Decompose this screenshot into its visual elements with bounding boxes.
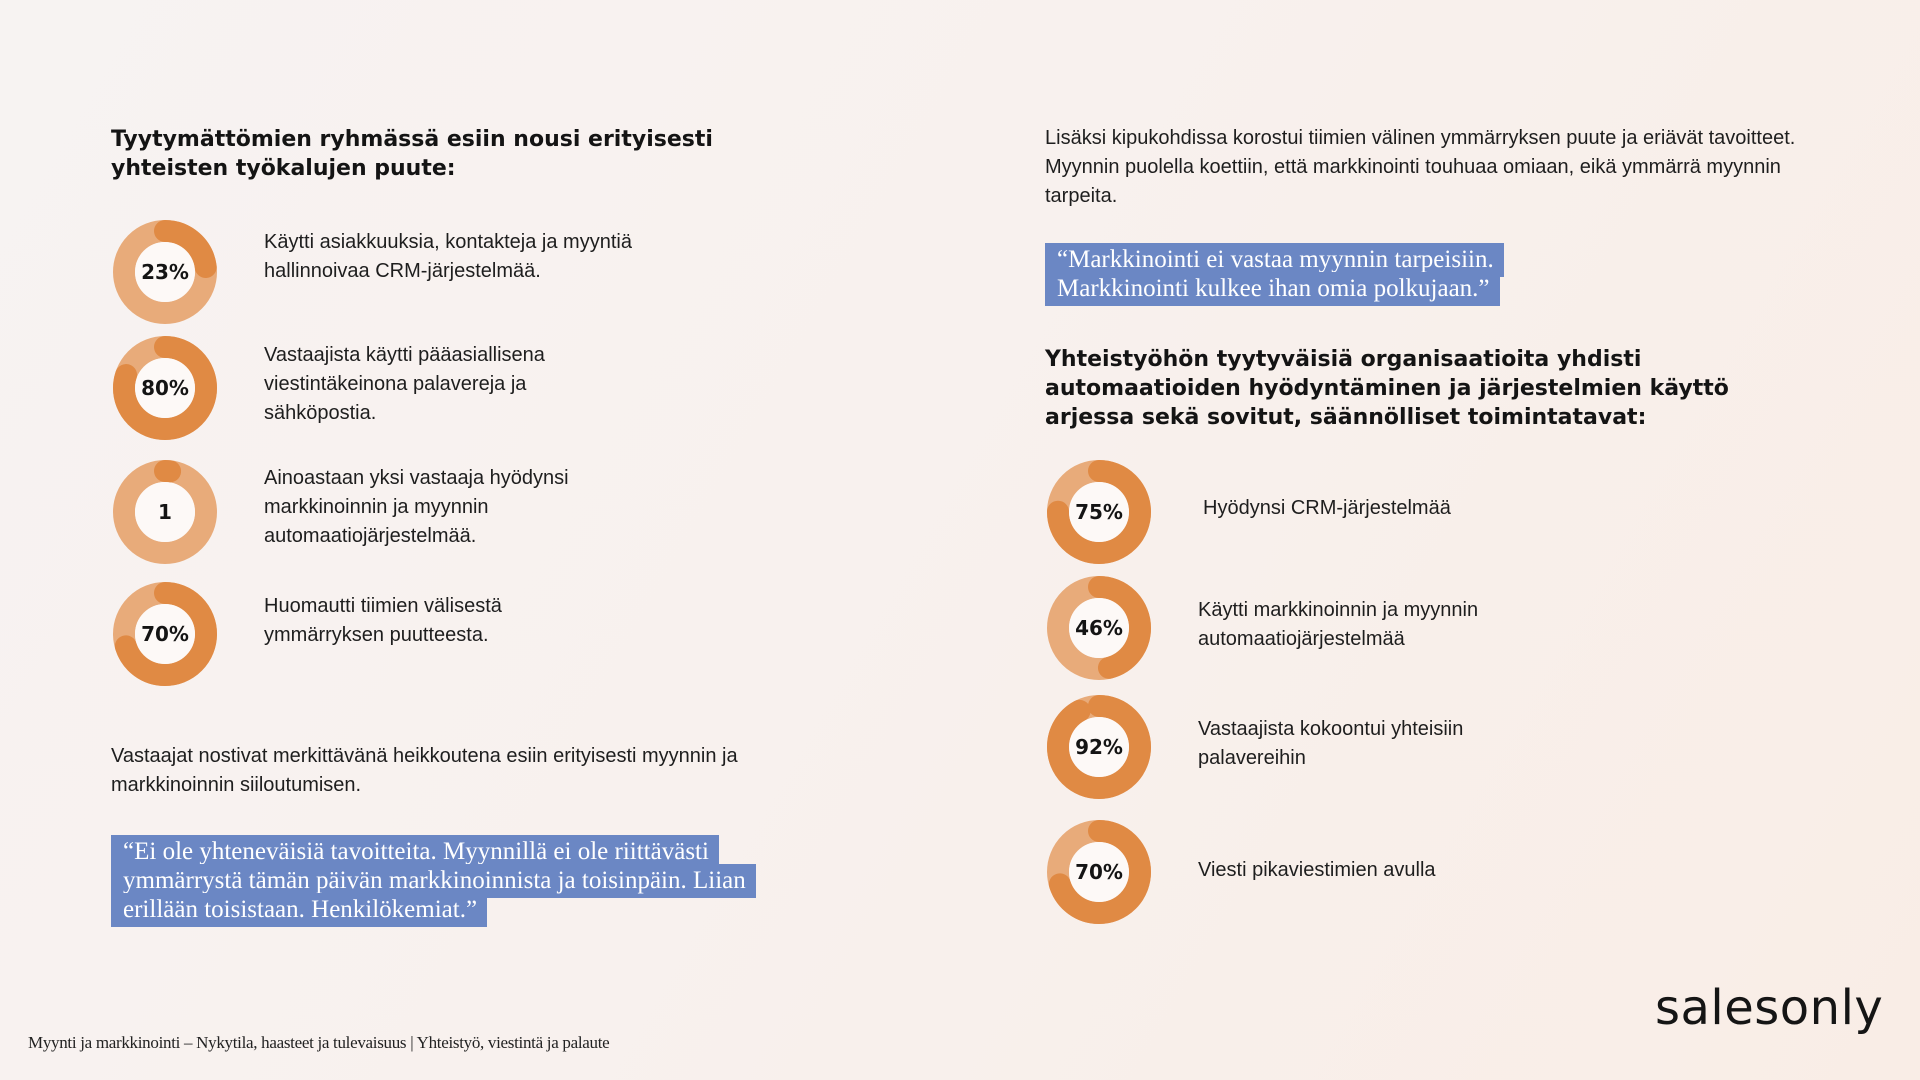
donut-value: 23% [141,260,189,284]
donut-value: 1 [158,500,172,524]
right-paragraph: Lisäksi kipukohdissa korostui tiimien välinen ymmärryksen puute ja eriävät tavoitteet. Myynnin puolella koettiin, että markkinointi touhuaa omiaan, eikä ymmärrä myynnin tarpeita. [1045,127,1796,207]
right-stat-1-text: Hyödynsi CRM-järjestelmää [1203,497,1451,519]
donut-value: 75% [1075,500,1123,524]
right-stat-4-text: Viesti pikaviestimien avulla [1198,859,1436,881]
left-stat-3-text: Ainoastaan yksi vastaaja hyödynsi markkinoinnin ja myynnin automaatiojärjestelmää. [264,467,569,547]
right-quote-block [1045,247,1605,305]
right-stat-2-text: Käytti markkinoinnin ja myynnin automaatiojärjestelmää [1198,599,1479,650]
donut-value: 70% [1075,860,1123,884]
left-stat-2-text: Vastaajista käytti pääasiallisena viestintäkeinona palavereja ja sähköpostia. [264,344,545,424]
left-paragraph: Vastaajat nostivat merkittävänä heikkoutena esiin erityisesti myynnin ja markkinoinnin siiloutumisen. [111,745,738,796]
donut-value: 80% [141,376,189,400]
donut-value: 70% [141,622,189,646]
donut-value: 92% [1075,735,1123,759]
footer-caption: Myynti ja markkinointi – Nykytila, haasteet ja tulevaisuus | Yhteistyö, viestintä ja palaute [28,1033,610,1052]
right-heading: Yhteistyöhön tyytyväisiä organisaatioita yhdisti automaatioiden hyödyntäminen ja järjestelmien käyttö arjessa sekä sovitut, säännölliset toimintatavat: [1045,347,1729,430]
right-quote: “Markkinointi ei vastaa myynnin tarpeisiin. Markkinointi kulkee ihan omia polkujaan.” [1045,243,1504,306]
left-heading: Tyytymättömien ryhmässä esiin nousi erityisesti yhteisten työkalujen puute: [111,127,713,181]
left-stat-4-text: Huomautti tiimien välisestä ymmärryksen puutteesta. [264,595,502,646]
left-quote: “Ei ole yhteneväisiä tavoitteita. Myynnillä ei ole riittävästi ymmärrystä tämän päivän markkinoinnista ja toisinpäin. Liian erillään toisistaan. Henkilökemiat.” [111,835,756,927]
donut-value: 46% [1075,616,1123,640]
right-stat-3-text: Vastaajista kokoontui yhteisiin palavereihin [1198,718,1464,769]
left-stat-1-text: Käytti asiakkuuksia, kontakteja ja myyntiä hallinnoivaa CRM-järjestelmää. [264,231,632,282]
left-quote-block [111,839,811,926]
salesonly-logo: salesonly [1655,980,1884,1036]
